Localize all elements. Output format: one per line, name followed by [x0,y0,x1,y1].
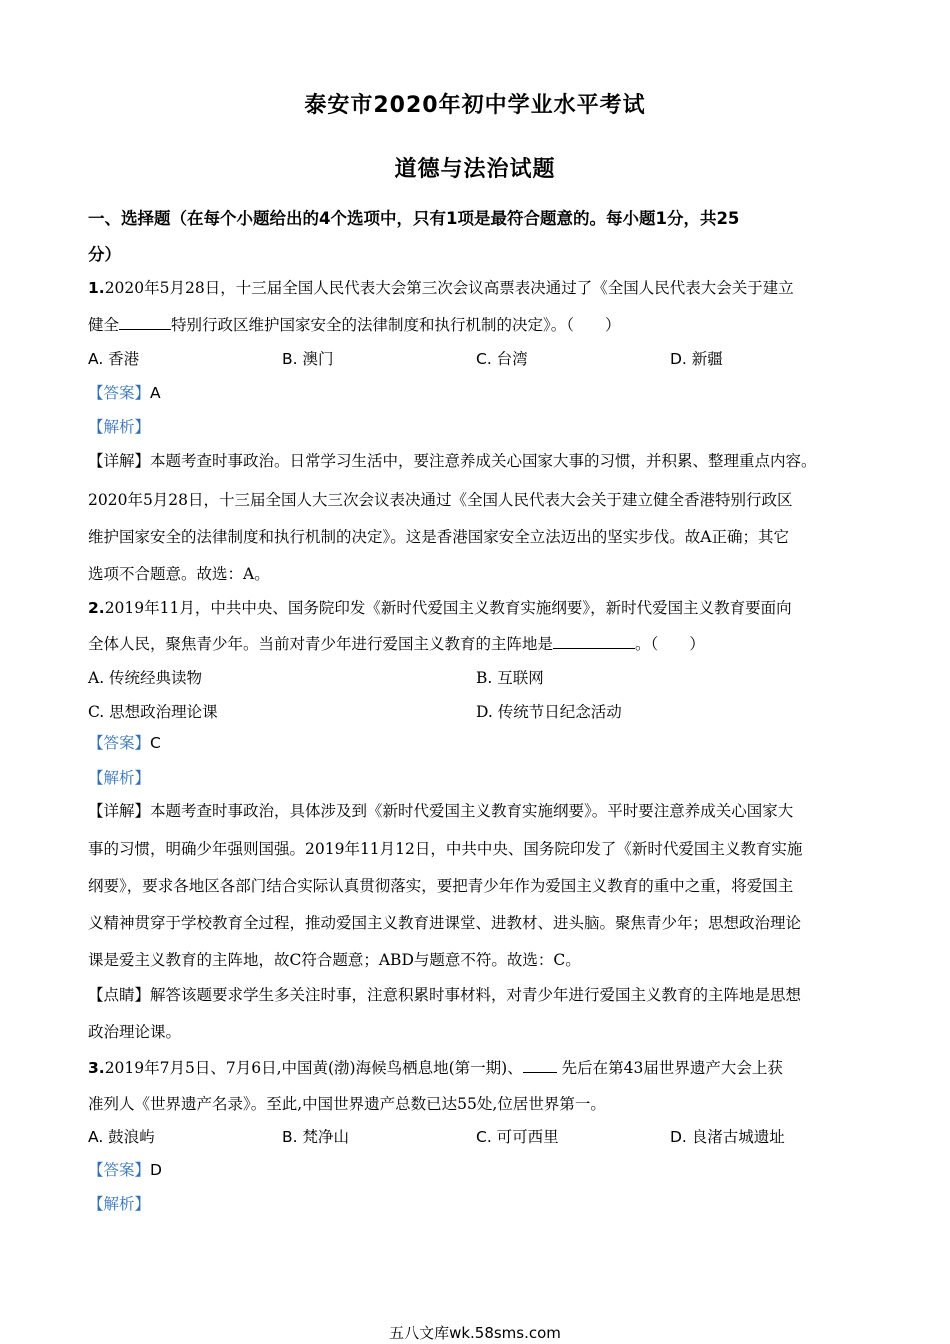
q2-option-b: B. 互联网 [476,669,544,687]
q3-stem-line1: 3.2019年7月5日、7月6日,中国黄(渤)海候鸟栖息地(第一期)、 先后在第43届世界遗产大会上获 [88,1056,783,1079]
q3-option-d: D. 良渚古城遗址 [670,1128,785,1146]
q1-detail-line4: 选项不合题意。故选：A。 [88,565,270,583]
q2-stem-line1: 2.2019年11月，中共中央、国务院印发《新时代爱国主义教育实施纲要》，新时代爱国主义教育要面向 [88,599,792,617]
section-heading-line2: 分） [88,245,121,264]
q2-point-line2: 政治理论课。 [88,1023,182,1041]
q2-analysis-label: 【解析】 [88,769,151,787]
q2-detail-line3: 纲要》，要求各地区各部门结合实际认真贯彻落实，要把青少年作为爱国主义教育的重中之重，将爱国主 [88,877,794,895]
q2-detail-line4: 义精神贯穿于学校教育全过程，推动爱国主义教育进课堂、进教材、进头脑。聚焦青少年；思想政治理论 [88,914,802,932]
q2-point-line1: 【点睛】解答该题要求学生多关注时事，注意积累时事材料，对青少年进行爱国主义教育的主阵地是思想 [88,986,802,1004]
q2-option-d: D. 传统节日纪念活动 [476,703,622,721]
q1-option-d: D. 新疆 [670,350,723,368]
q3-option-a: A. 鼓浪屿 [88,1128,155,1146]
q1-blank [119,313,171,330]
footer-watermark: 五八文库wk.58sms.com [389,1324,561,1342]
q3-stem-line2: 准列人《世界遗产名录》。至此,中国世界遗产总数已达55处,位居世界第一。 [88,1095,606,1113]
q3-analysis-label: 【解析】 [88,1195,151,1213]
q1-option-c: C. 台湾 [476,350,528,368]
q2-option-a: A. 传统经典读物 [88,669,203,687]
q1-option-a: A. 香港 [88,350,140,368]
q3-option-c: C. 可可西里 [476,1128,559,1146]
q2-number: 2. [88,599,105,617]
q2-detail-line2: 事的习惯，明确少年强则国强。2019年11月12日，中共中央、国务院印发了《新时代爱国主义教育实施 [88,840,803,858]
q2-detail-line5: 课是爱主义教育的主阵地，故C符合题意；ABD与题意不符。故选：C。 [88,951,581,969]
q2-stem-line2: 全体人民，聚焦青少年。当前对青少年进行爱国主义教育的主阵地是 。（ ） [88,632,705,655]
section-heading-line1: 一、选择题（在每个小题给出的4个选项中，只有1项是最符合题意的。每小题1分，共25 [88,209,740,228]
q1-option-b: B. 澳门 [282,350,334,368]
q1-analysis-label: 【解析】 [88,418,151,436]
q1-detail-line1: 【详解】本题考查时事政治。日常学习生活中，要注意养成关心国家大事的习惯，并积累、整理重点内容。 [88,452,817,470]
q2-blank [553,632,635,649]
q3-number: 3. [88,1059,105,1077]
exam-title: 泰安市2020年初中学业水平考试 [304,93,646,118]
q1-stem-line1: 1.2020年5月28日，十三届全国人民代表大会第三次会议高票表决通过了《全国人民代表大会关于建立 [88,279,794,297]
q3-option-b: B. 梵净山 [282,1128,349,1146]
q1-number: 1. [88,279,105,297]
q2-answer: 【答案】C [88,734,161,752]
q1-detail-line3: 维护国家安全的法律制度和执行机制的决定》。这是香港国家安全立法迈出的坚实步伐。故A正确；其它 [88,528,789,546]
q1-answer: 【答案】A [88,384,161,402]
q2-detail-line1: 【详解】本题考查时事政治，具体涉及到《新时代爱国主义教育实施纲要》。平时要注意养成关心国家大 [88,802,794,820]
q3-blank [523,1056,557,1073]
q1-stem-line2: 健全 特别行政区维护国家安全的法律制度和执行机制的决定》。（ ） [88,313,621,336]
q1-detail-line2: 2020年5月28日，十三届全国人大三次会议表决通过《全国人民代表大会关于建立健全香港特别行政区 [88,491,793,509]
q3-answer: 【答案】D [88,1161,162,1179]
exam-subtitle: 道德与法治试题 [394,157,556,182]
q2-option-c: C. 思想政治理论课 [88,703,218,721]
